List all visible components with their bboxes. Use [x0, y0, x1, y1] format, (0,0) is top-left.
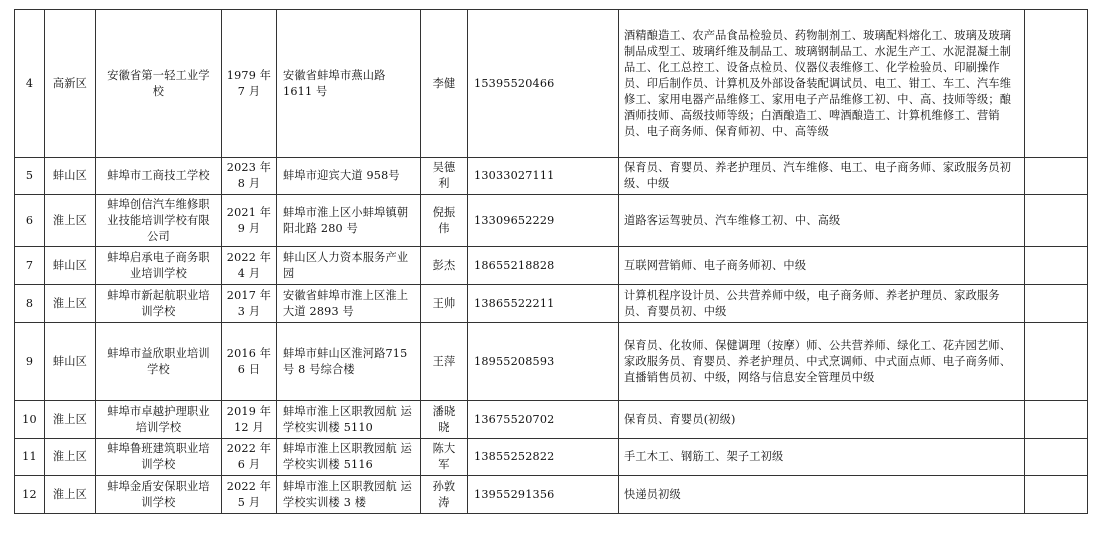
training-scope-cell: 道路客运驾驶员、汽车维修工初、中、高级: [619, 195, 1025, 247]
established-date-cell: 2021 年9 月: [222, 195, 277, 247]
remarks-cell: [1025, 10, 1088, 158]
training-scope-cell: 快递员初级: [619, 476, 1025, 514]
training-scope-cell: 计算机程序设计员、公共营养师中级，电子商务师、养老护理员、家政服务员、育婴员初、中级: [619, 285, 1025, 323]
training-scope-cell: 酒精酿造工、农产品食品检验员、药物制剂工、玻璃配料熔化工、玻璃及玻璃制品成型工、玻璃纤维及制品工、玻璃钢制品工、水泥生产工、水泥混凝土制品工、化工总控工、设备点检员、仪器仪表维修工、化学检验员、印刷操作员、印后制作员、计算机及外部设备装配调试员、电工、钳工、车工、汽车维修工、家用电器产品维修工、家用电子产品维修工初、中、高、技师等级；酿酒师技师、高级技师等级；白酒酿造工、啤酒酿造工、计算机维修工、营销员、电子商务师、保育师初、中、高等级: [619, 10, 1025, 158]
address-cell: 安徽省蚌埠市淮上区淮上大道 2893 号: [277, 285, 421, 323]
established-date-cell: 2019 年12 月: [222, 401, 277, 439]
phone-cell: 13675520702: [468, 401, 619, 439]
row-number: 5: [15, 158, 45, 195]
contact-person-cell: 王帅: [421, 285, 468, 323]
institution-name-cell: 蚌埠金盾安保职业培训学校: [96, 476, 222, 514]
row-number: 7: [15, 247, 45, 285]
phone-cell: 13309652229: [468, 195, 619, 247]
remarks-cell: [1025, 247, 1088, 285]
remarks-cell: [1025, 285, 1088, 323]
table-row: [15, 247, 1088, 285]
row-number: 8: [15, 285, 45, 323]
row-number: 12: [15, 476, 45, 514]
phone-cell: 13865522211: [468, 285, 619, 323]
institution-name-cell: 蚌埠市工商技工学校: [96, 158, 222, 195]
training-scope-cell: 互联网营销师、电子商务师初、中级: [619, 247, 1025, 285]
address-cell: 蚌埠市蚌山区淮河路715 号 8 号综合楼: [277, 323, 421, 401]
phone-cell: 13955291356: [468, 476, 619, 514]
institution-name-cell: 安徽省第一轻工业学校: [96, 10, 222, 158]
contact-person-cell: 陈大军: [421, 439, 468, 476]
remarks-cell: [1025, 401, 1088, 439]
established-date-cell: 2022 年4 月: [222, 247, 277, 285]
training-scope-cell: 手工木工、钢筋工、架子工初级: [619, 439, 1025, 476]
training-scope-cell: 保育员、育婴员、养老护理员、汽车维修、电工、电子商务师、家政服务员初级、中级: [619, 158, 1025, 195]
table-row: [15, 10, 1088, 158]
institution-name-cell: 蚌埠创信汽车维修职业技能培训学校有限公司: [96, 195, 222, 247]
phone-cell: 13855252822: [468, 439, 619, 476]
established-date-cell: 2016 年6 日: [222, 323, 277, 401]
district-cell: 淮上区: [45, 285, 96, 323]
remarks-cell: [1025, 195, 1088, 247]
remarks-cell: [1025, 439, 1088, 476]
table-row: [15, 439, 1088, 476]
address-cell: 蚌山区人力资本服务产业园: [277, 247, 421, 285]
established-date-cell: 2022 年6 月: [222, 439, 277, 476]
phone-cell: 15395520466: [468, 10, 619, 158]
contact-person-cell: 倪振伟: [421, 195, 468, 247]
row-number: 11: [15, 439, 45, 476]
address-cell: 蚌埠市淮上区职教园航 运学校实训楼 3 楼: [277, 476, 421, 514]
row-number: 4: [15, 10, 45, 158]
row-number: 9: [15, 323, 45, 401]
established-date-cell: 2023 年8 月: [222, 158, 277, 195]
contact-person-cell: 潘晓晓: [421, 401, 468, 439]
row-number: 6: [15, 195, 45, 247]
training-scope-cell: 保育员、育婴员(初级): [619, 401, 1025, 439]
phone-cell: 13033027111: [468, 158, 619, 195]
address-cell: 蚌埠市淮上区小蚌埠镇朝阳北路 280 号: [277, 195, 421, 247]
contact-person-cell: 王萍: [421, 323, 468, 401]
district-cell: 淮上区: [45, 195, 96, 247]
district-cell: 蚌山区: [45, 158, 96, 195]
table-row: [15, 195, 1088, 247]
remarks-cell: [1025, 323, 1088, 401]
address-cell: 蚌埠市淮上区职教园航 运学校实训楼 5116: [277, 439, 421, 476]
contact-person-cell: 李健: [421, 10, 468, 158]
institution-name-cell: 蚌埠市卓越护理职业培训学校: [96, 401, 222, 439]
table-row: [15, 285, 1088, 323]
established-date-cell: 2022 年5 月: [222, 476, 277, 514]
table-row: [15, 476, 1088, 514]
district-cell: 蚌山区: [45, 247, 96, 285]
address-cell: 蚌埠市淮上区职教园航 运学校实训楼 5110: [277, 401, 421, 439]
table-row: [15, 158, 1088, 195]
institution-name-cell: 蚌埠鲁班建筑职业培训学校: [96, 439, 222, 476]
contact-person-cell: 吴德利: [421, 158, 468, 195]
established-date-cell: 1979 年7 月: [222, 10, 277, 158]
district-cell: 淮上区: [45, 476, 96, 514]
remarks-cell: [1025, 158, 1088, 195]
remarks-cell: [1025, 476, 1088, 514]
table-row: [15, 401, 1088, 439]
district-cell: 蚌山区: [45, 323, 96, 401]
contact-person-cell: 孙敦涛: [421, 476, 468, 514]
phone-cell: 18655218828: [468, 247, 619, 285]
institution-name-cell: 蚌埠市新起航职业培训学校: [96, 285, 222, 323]
address-cell: 蚌埠市迎宾大道 958号: [277, 158, 421, 195]
address-cell: 安徽省蚌埠市燕山路1611 号: [277, 10, 421, 158]
institution-name-cell: 蚌埠启承电子商务职业培训学校: [96, 247, 222, 285]
row-number: 10: [15, 401, 45, 439]
training-institutions-table: [14, 9, 1088, 514]
established-date-cell: 2017 年3 月: [222, 285, 277, 323]
district-cell: 高新区: [45, 10, 96, 158]
district-cell: 淮上区: [45, 401, 96, 439]
phone-cell: 18955208593: [468, 323, 619, 401]
district-cell: 淮上区: [45, 439, 96, 476]
institution-name-cell: 蚌埠市益欣职业培训学校: [96, 323, 222, 401]
table-row: [15, 323, 1088, 401]
training-scope-cell: 保育员、化妆师、保健调理（按摩）师、公共营养师、绿化工、花卉园艺师、家政服务员、育婴员、养老护理员、中式烹调师、中式面点师、电子商务师、直播销售员初、中级，网络与信息安全管理员中级: [619, 323, 1025, 401]
contact-person-cell: 彭杰: [421, 247, 468, 285]
